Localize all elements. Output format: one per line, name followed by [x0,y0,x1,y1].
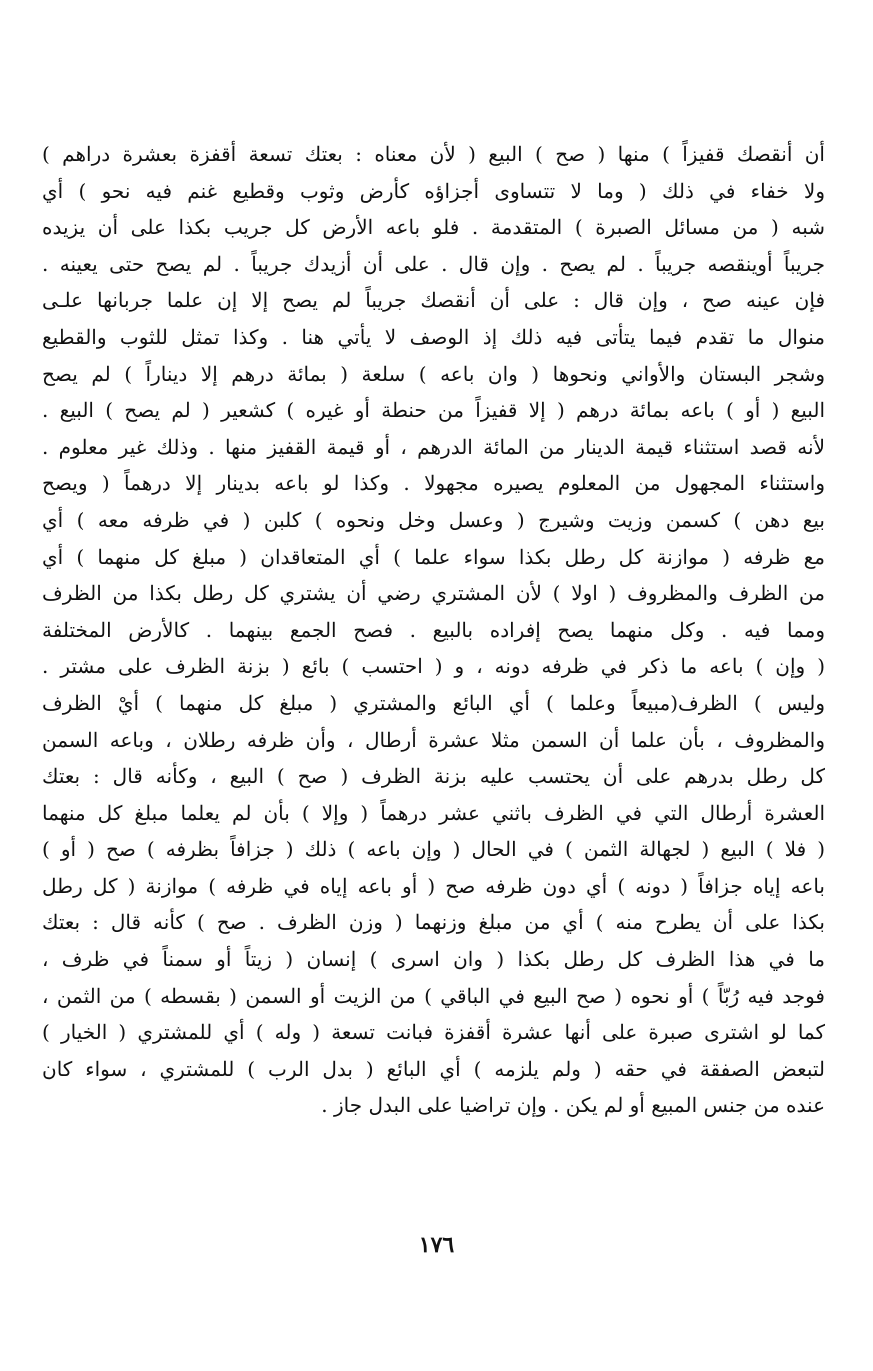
text-line: لأنه قصد استثناء قيمة الدينار من المائة الدرهم ، أو قيمة القفيز منها . وذلك غير معلوم . [42,434,825,459]
text-line: وشجر البستان والأواني ونحوها ( وان باعه ) سلعة ( بمائة درهم إلا ديناراً ) لم يصح [42,361,825,386]
text-line: منوال ما تقدم فيما يتأتى فيه ذلك إذ الوصف لا يأتي هنا . وكذا تمثل للثوب والقطيع [42,324,825,349]
text-line: جريباً أوينقصه جريباً . لم يصح . وإن قال . على أن أزيدك جريباً . لم يصح حتى يعينه . [42,251,825,276]
text-line: كما لو اشترى صبرة على أنها عشرة أقفزة فبانت تسعة ( وله ) أي للمشتري ( الخيار ) [42,1020,825,1045]
text-line: شبه ( من مسائل الصبرة ) المتقدمة . فلو باعه الأرض كل جريب بكذا على أن يزيده [42,215,825,240]
text-line: ( فلا ) البيع ( لجهالة الثمن ) في الحال ( وإن باعه ) ذلك ( جزافاً بظرفه ) صح ( أو ) [42,837,825,862]
body-text [42,136,825,1124]
text-line: العشرة أرطال التي في الظرف باثني عشر درهماً ( وإلا ) بأن لم يعلما مبلغ كل منهما [42,800,825,825]
page-number: ١٧٦ [418,1232,455,1258]
text-line: لتبعض الصفقة في حقه ( ولم يلزمه ) أي البائع ( بدل الرب ) للمشتري ، سواء كان [42,1056,825,1081]
text-line: بكذا على أن يطرح منه ) أي من مبلغ وزنهما ( وزن الظرف . صح ) كأنه قال : بعتك [42,910,825,935]
text-line: عنده من جنس المبيع أو لم يكن . وإن تراضيا على البدل جاز . [321,1093,825,1118]
text-line: ( وإن ) باعه ما ذكر في ظرفه دونه ، و ( احتسب ) بائع ( بزنة الظرف على مشتر . [42,654,825,679]
text-line: من الظرف والمظروف ( اولا ) لأن المشتري رضي أن يشتري كل رطل بكذا من الظرف [42,581,825,606]
text-line: والمظروف ، بأن علما أن السمن مثلا عشرة أرطال ، وأن ظرفه رطلان ، وباعه السمن [42,727,825,752]
text-line: مع ظرفه ( موازنة كل رطل بكذا سواء علما ) أي المتعاقدان ( مبلغ كل منهما ) أي [42,544,825,569]
text-line: كل رطل بدرهم على أن يحتسب عليه بزنة الظرف ( صح ) البيع ، وكأنه قال : بعتك [42,764,825,789]
text-line: فوجد فيه رُبّاً ) أو نحوه ( صح البيع في الباقي ) من الزيت أو السمن ( بقسطه ) من الثمن ، [42,983,825,1008]
text-line: البيع ( أو ) باعه بمائة درهم ( إلا قفيزاً من حنطة أو غيره ) كشعير ( لم يصح ) البيع . [42,398,825,423]
text-line: أن أنقصك قفيزاً ) منها ( صح ) البيع ( لأن معناه : بعتك تسعة أقفزة بعشرة دراهم ) [42,142,825,166]
text-line: واستثناء المجهول من المعلوم يصيره مجهولا . وكذا لو باعه بدينار إلا درهماً ( ويصح [42,471,825,496]
text-line: ومما فيه . وكل منهما يصح إفراده بالبيع . فصح الجمع بينهما . كالأرض المختلفة [42,617,825,642]
text-line: فإن عينه صح ، وإن قال : على أن أنقصك جريباً لم يصح إلا إن علما جربانها علـى [42,288,825,313]
text-line: ولا خفاء في ذلك ( وما لا تتساوى أجزاؤه كأرض وثوب وقطيع غنم فيه نحو ) أي [42,178,825,203]
text-line: ما في هذا الظرف كل رطل بكذا ( وان اسرى ) إنسان ( زيتاً أو سمناً في ظرف ، [42,947,825,972]
text-line: وليس ) الظرف(مبيعاً وعلما ) أي البائع والمشتري ( مبلغ كل منهما ) أيْ الظرف [42,690,825,715]
text-line: باعه إياه جزافاً ( دونه ) أي دون ظرفه صح ( أو باعه إياه في ظرفه ) موازنة ( كل رطل [42,873,825,898]
text-line: بيع دهن ) كسمن وزيت وشيرج ( وعسل وخل ونحوه ) كلبن ( في ظرفه معه ) أي [42,507,825,532]
